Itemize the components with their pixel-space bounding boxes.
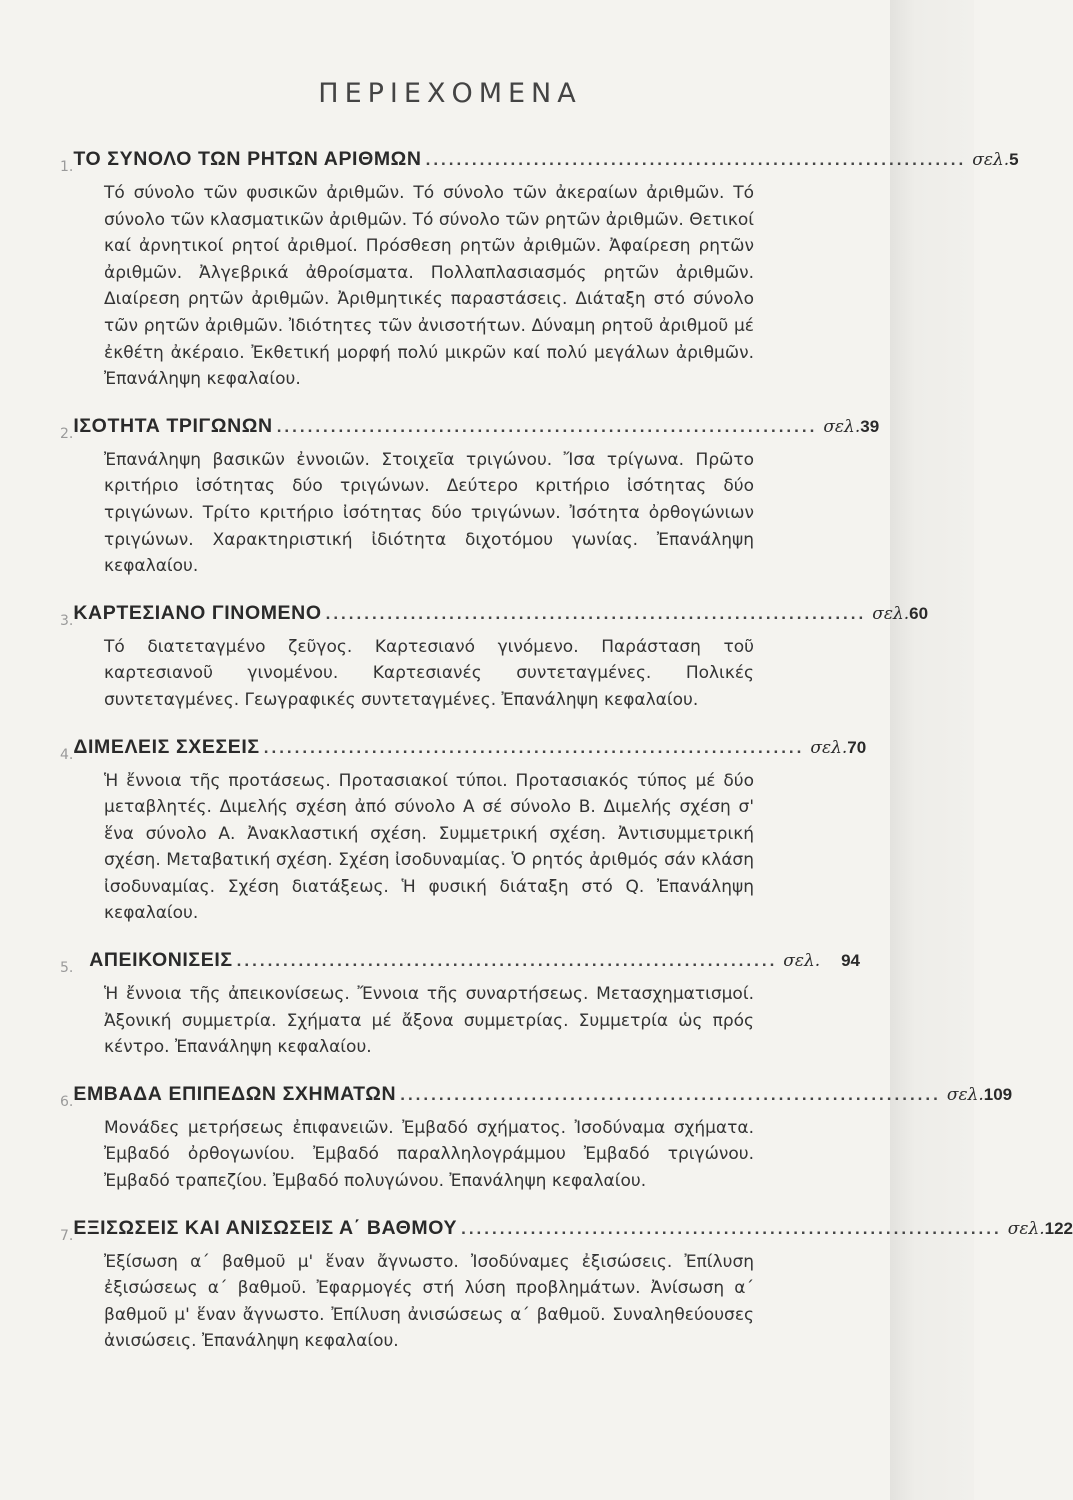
toc-chapter-4 [60, 735, 867, 928]
chapter-description: Τό σύνολο τῶν φυσικῶν ἀριθμῶν. Τό σύνολο τῶν ἀκεραίων ἀριθμῶν. Τό σύνολο τῶν κλασματικῶν ἀριθμῶν. Τό σύνολο τῶν ρητῶν ἀριθμῶν. Θετικοί καί ἀρνητικοί ρητοί ἀριθμοί. Πρόσθεση ρητῶν ἀριθμῶν. Ἀφαίρεση ρητῶν ἀριθμῶν. Ἀλγεβρικά ἀθροίσματα. Πολλαπλασιασμός ρητῶν ἀριθμῶν. Διαίρεση ρητῶν ἀριθμῶν. Ἀριθμητικές παραστάσεις. Διάταξη στό σύνολο τῶν ρητῶν ἀριθμῶν. Ἰδιότητες τῶν ἀνισοτήτων. Δύναμη ρητοῦ ἀριθμοῦ μέ ἐκθέτη ἀκέραιο. Ἐκθετική μορφή πολύ μικρῶν καί πολύ μεγάλων ἀριθμῶν. Ἐπανάληψη κεφαλαίου. [104, 183, 754, 390]
toc-chapter-1 [60, 148, 1019, 393]
page-number: 122 [1044, 1218, 1073, 1238]
page-label: σελ. [810, 737, 848, 758]
chapter-title: ΚΑΡΤΕΣΙΑΝΟ ΓΙΝΟΜΕΝΟ [73, 601, 322, 624]
chapter-number: 1. [60, 159, 74, 175]
page-label: σελ. [783, 951, 821, 972]
page-number: 70 [847, 737, 867, 757]
chapter-number: 5. [60, 960, 74, 977]
chapter-number: 6. [60, 1093, 74, 1110]
toc-entry-heading [60, 601, 929, 634]
leader-dots: ...................................................................... [236, 951, 778, 971]
toc-entry-heading [60, 1216, 1073, 1249]
chapter-description: Ἡ ἔννοια τῆς ἀπεικονίσεως. Ἔννοια τῆς συναρτήσεως. Μετασχηματισμοί. Ἀξονική συμμετρία. Σχήματα μέ ἄξονα συμμετρίας. Συμμετρία ὡς πρός κέντρο. Ἐπανάληψη κεφαλαίου. [104, 984, 754, 1058]
chapter-description: Τό διατεταγμένο ζεῦγος. Καρτεσιανό γινόμενο. Παράσταση τοῦ καρτεσιανοῦ γινομένου. Καρτεσιανές συντεταγμένες. Πολικές συντεταγμένες. Γεωγραφικές συντεταγμένες. Ἐπανάληψη κεφαλαίου. [104, 636, 754, 710]
chapter-number: 7. [60, 1227, 74, 1244]
chapter-title: ΕΞΙΣΩΣΕΙΣ ΚΑΙ ΑΝΙΣΩΣΕΙΣ Α΄ ΒΑΘΜΟΥ [73, 1216, 458, 1239]
toc-chapter-6 [60, 1082, 1013, 1195]
page-label: σελ. [823, 416, 861, 437]
toc-chapter-5 [60, 949, 860, 1061]
toc-entry-heading [60, 735, 867, 768]
page-number: 5 [1009, 150, 1019, 169]
chapter-number: 4. [60, 746, 74, 763]
page-title: ΠΕΡΙΕΧΟΜΕΝΑ [318, 78, 582, 109]
page-number: 109 [983, 1084, 1013, 1104]
chapter-description: Μονάδες μετρήσεως ἐπιφανειῶν. Ἐμβαδό σχήματος. Ἰσοδύναμα σχήματα. Ἐμβαδό ὀρθογωνίου. Ἐμβαδό παραλληλογράμμου Ἐμβαδό τριγώνου. Ἐμβαδό τραπεζίου. Ἐμβαδό πολυγώνου. Ἐπανάληψη κεφαλαίου. [104, 1117, 754, 1192]
page-number: 94 [841, 951, 860, 971]
toc-entry-heading [60, 148, 1019, 180]
leader-dots: ...................................................................... [276, 416, 818, 436]
toc-chapter-3 [60, 601, 929, 714]
chapter-title: ΔΙΜΕΛΕΙΣ ΣΧΕΣΕΙΣ [73, 735, 260, 758]
leader-dots: ...................................................................... [425, 150, 967, 169]
chapter-description: Ἡ ἔννοια τῆς προτάσεως. Προτασιακοί τύποι. Προτασιακός τύπος μέ δύο μεταβλητές. Διμελής σχέση ἀπό σύνολο Α σέ σύνολο Β. Διμελής σχέση σ' ἕνα σύνολο Α. Ἀνακλαστική σχέση. Συμμετρική σχέση. Ἀντισυμμετρική σχέση. Μεταβατική σχέση. Σχέση ἰσοδυναμίας. Ὁ ρητός ἀριθμός σάν κλάση ἰσοδυναμίας. Σχέση διατάξεως. Ἡ φυσική διάταξη στό Q. Ἐπανάληψη κεφαλαίου. [104, 770, 754, 924]
toc-chapter-2 [60, 414, 880, 580]
chapter-number: 2. [60, 425, 74, 442]
leader-dots: ...................................................................... [400, 1084, 941, 1104]
chapter-number: 3. [60, 612, 74, 629]
page-number: 60 [909, 603, 929, 623]
toc-entry-heading [60, 414, 880, 447]
table-of-contents [60, 148, 1073, 1377]
page-edge-shadow [890, 0, 974, 1500]
page-label: σελ. [972, 150, 1010, 170]
leader-dots: ...................................................................... [461, 1218, 1002, 1238]
page-number: 39 [860, 416, 880, 436]
leader-dots: ...................................................................... [325, 603, 867, 623]
toc-entry-heading [60, 949, 860, 981]
chapter-description: Ἐξίσωση α΄ βαθμοῦ μ' ἕναν ἄγνωστο. Ἰσοδύναμες ἐξισώσεις. Ἐπίλυση ἐξισώσεως α΄ βαθμοῦ. Ἐφαρμογές στή λύση προβλημάτων. Ἀνίσωση α΄ βαθμοῦ μ' ἕναν ἄγνωστο. Ἐπίλυση ἀνισώσεως α΄ βαθμοῦ. Συναληθεύουσες ἀνισώσεις. Ἐπανάληψη κεφαλαίου. [104, 1251, 754, 1352]
chapter-title: ΤΟ ΣΥΝΟΛΟ ΤΩΝ ΡΗΤΩΝ ΑΡΙΘΜΩΝ [73, 148, 422, 170]
toc-chapter-7 [60, 1216, 1073, 1355]
chapter-description: Ἐπανάληψη βασικῶν ἐννοιῶν. Στοιχεῖα τριγώνου. Ἴσα τρίγωνα. Πρῶτο κριτήριο ἰσότητας δύο τριγώνων. Δεύτερο κριτήριο ἰσότητας δύο τριγώνων. Τρίτο κριτήριο ἰσότητας δύο τριγώνων. Ἰσότητα ὀρθογώνιων τριγώνων. Χαρακτηριστική ἰδιότητα διχοτόμου γωνίας. Ἐπανάληψη κεφαλαίου. [104, 449, 754, 577]
page-label: σελ. [946, 1084, 984, 1105]
chapter-title: ΑΠΕΙΚΟΝΙΣΕΙΣ [89, 949, 233, 972]
chapter-title: ΕΜΒΑΔΑ ΕΠΙΠΕΔΩΝ ΣΧΗΜΑΤΩΝ [73, 1082, 397, 1105]
chapter-title: ΙΣΟΤΗΤΑ ΤΡΙΓΩΝΩΝ [73, 414, 273, 437]
leader-dots: ...................................................................... [263, 737, 805, 757]
page-label: σελ. [872, 603, 910, 624]
toc-entry-heading [60, 1082, 1013, 1115]
page-label: σελ. [1007, 1218, 1045, 1239]
